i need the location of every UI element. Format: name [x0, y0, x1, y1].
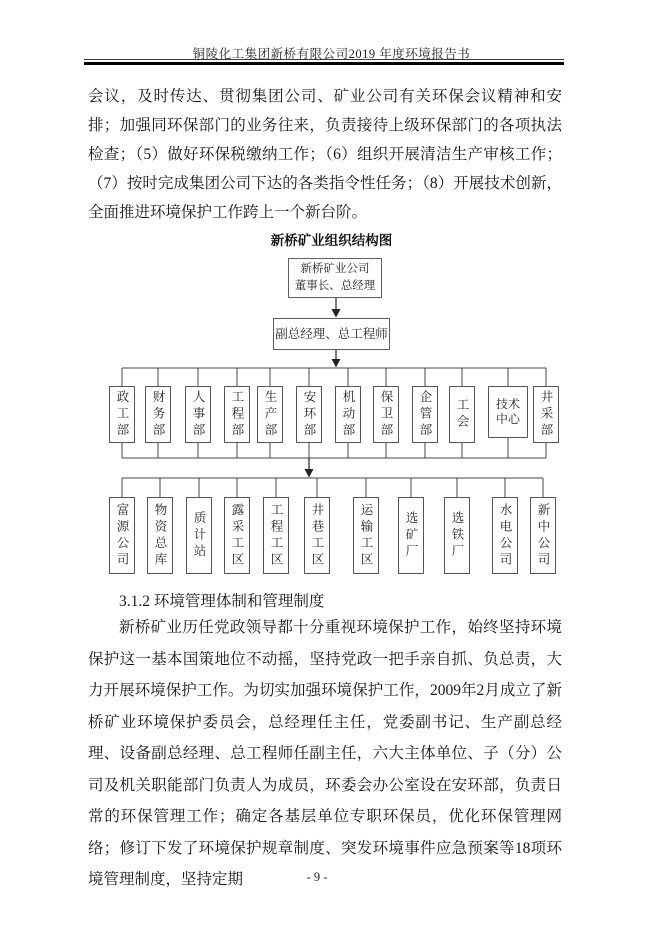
org-box-hr-dept: 人事部	[185, 386, 211, 443]
org-box-tunnel-area: 井巷工区	[304, 497, 330, 574]
arrow-down-icon	[332, 359, 341, 368]
page-number: - 9 -	[306, 870, 328, 884]
org-box-safety-env-dept: 安环部	[296, 386, 322, 443]
org-box-deputy-gm-label: 副总经理、总工程师	[275, 326, 388, 341]
org-box-hydropower-company: 水电公司	[492, 497, 518, 574]
org-box-technology-center: 技术中心	[488, 386, 528, 438]
org-box-chairman-line1: 新桥矿业公司	[300, 263, 370, 275]
org-chart-title: 新桥矿业组织结构图	[270, 233, 393, 248]
org-box-xinzhong-company: 新中公司	[530, 497, 556, 574]
arrow-down-icon	[305, 469, 314, 478]
org-box-quality-station: 质计站	[186, 497, 212, 574]
org-box-open-pit-area: 露采工区	[224, 497, 250, 574]
paragraph-duties: 会议，及时传达、贯彻集团公司、矿业公司有关环保会议精神和安排；加强同环保部门的业务往来，负责接待上级环保部门的各项执法检查；（5）做好环保税缴纳工作；（6）组织开展清洁生产审核工作；（7）按时完成集团公司下达的各类指令性任务；（8）开展技术创新，全面推进环境保护工作跨上一个新台阶。	[88, 88, 562, 221]
org-box-fuyuan-company: 富源公司	[109, 497, 135, 574]
org-box-finance-dept: 财务部	[145, 386, 171, 443]
org-box-engineering-dept: 工程部	[224, 386, 250, 443]
org-box-material-warehouse: 物资总库	[147, 497, 173, 574]
org-box-chairman-line2: 董事长、总经理	[294, 280, 376, 292]
header-rule	[84, 59, 564, 65]
paragraph-env-management: 新桥矿业历任党政领导都十分重视环境保护工作，始终坚持环境保护这一基本国策地位不动摇，坚持党政一把手亲自抓、负总责，大力开展环境保护工作。为切实加强环境保护工作，2009年2月成立了新桥矿业环境保护委员会，总经理任主任，党委副书记、生产副总经理、设备副总经理、总工程师任副主任，六大主体单位、子（分）公司及机关职能部门负责人为成员，环委会办公室设在安环部，负责日常的环保管理工作；确定各基层单位专职环保员，优化环保管理网络；修订下发了环境保护规章制度、突发环境事件应急预案等18项环境管理制度，坚持定期	[88, 619, 562, 888]
org-box-political-work-dept: 政工部	[109, 386, 135, 443]
org-box-chairman-gm	[288, 258, 382, 298]
arrow-down-icon	[332, 309, 341, 318]
org-box-ore-dressing-plant: 选矿厂	[398, 497, 424, 574]
org-box-enterprise-mgmt-dept: 企管部	[412, 386, 438, 443]
org-box-production-dept: 生产部	[257, 386, 283, 443]
org-box-deputy-gm-chief-engineer	[273, 318, 390, 350]
section-heading-3-1-2: 3.1.2 环境管理体制和管理制度	[119, 593, 325, 610]
org-box-equipment-dept: 机动部	[335, 386, 361, 443]
org-box-engineering-area: 工程工区	[263, 497, 289, 574]
org-box-iron-separation-plant: 选铁厂	[444, 497, 470, 574]
org-box-security-dept: 保卫部	[373, 386, 399, 443]
page-header-title: 铜陵化工集团新桥有限公司2019 年度环境报告书	[192, 47, 471, 61]
org-box-shaft-mining-dept: 井采部	[533, 386, 559, 443]
org-box-transport-area: 运输工区	[353, 497, 379, 574]
org-box-labor-union: 工会	[449, 386, 475, 443]
